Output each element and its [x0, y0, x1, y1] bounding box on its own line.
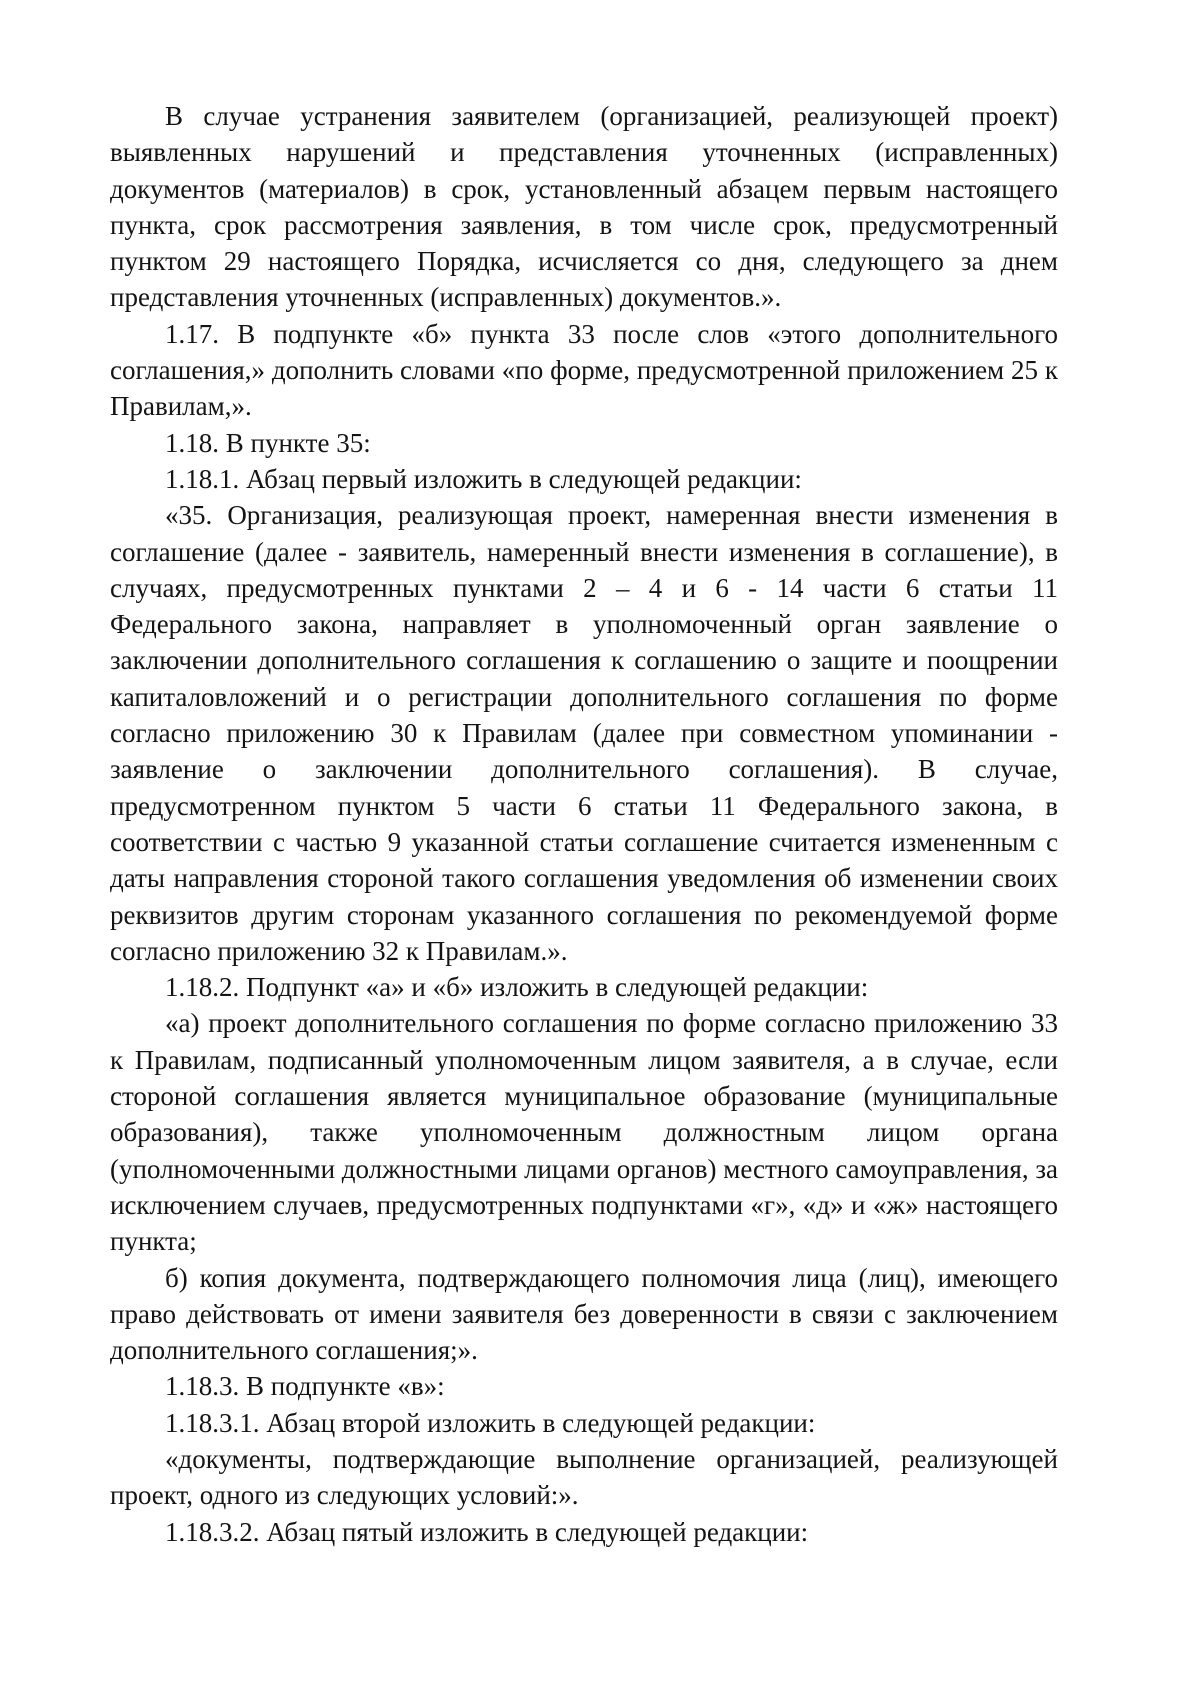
paragraph-subpoint-b: б) копия документа, подтверждающего полномочия лица (лиц), имеющего право действовать от имени заявителя без доверенности в связи с заключением дополнительного соглашения;».	[110, 1262, 1058, 1366]
paragraph-1-18-1: 1.18.1. Абзац первый изложить в следующей редакции:	[165, 463, 802, 494]
paragraph-point-35: «35. Организация, реализующая проект, намеренная внести изменения в соглашение (далее - заявитель, намеренный внести изменения в соглашение), в случаях, предусмотренных пунктами 2 – 4 и 6 - 14 части 6 статьи 11 Федерального закона, направляет в уполномоченный орган заявление о заключении дополнительного соглашения к соглашению о защите и поощрении капиталовложений и о регистрации дополнительного соглашения по форме согласно приложению 30 к Правилам (далее при совместном упоминании - заявление о заключении дополнительного соглашения). В случае, предусмотренном пунктом 5 части 6 статьи 11 Федерального закона, в соответствии с частью 9 указанной статьи соглашение считается измененным с даты направления стороной такого соглашения уведомления об изменении своих реквизитов другим сторонам указанного соглашения по рекомендуемой форме согласно приложению 32 к Правилам.».	[110, 500, 1058, 966]
paragraph-subpoint-a: «а) проект дополнительного соглашения по форме согласно приложению 33 к Правилам, подписанный уполномоченным лицом заявителя, а в случае, если стороной соглашения является муниципальное образование (муниципальные образования), также уполномоченным должностным лицом органа (уполномоченными должностными лицами органов) местного самоуправления, за исключением случаев, предусмотренных подпунктами «г», «д» и «ж» настоящего пункта;	[110, 1008, 1058, 1257]
paragraph-correction-deadline: В случае устранения заявителем (организацией, реализующей проект) выявленных нарушений и представления уточненных (исправленных) документов (материалов) в срок, установленный абзацем первым настоящего пункта, срок рассмотрения заявления, в том числе срок, предусмотренный пунктом 29 настоящего Порядка, исчисляется со дня, следующего за днем представления уточненных (исправленных) документов.».	[110, 101, 1058, 313]
document-page	[110, 98, 1058, 1550]
paragraph-1-18-3-2: 1.18.3.2. Абзац пятый изложить в следующей редакции:	[165, 1516, 809, 1547]
paragraph-documents-confirming: «документы, подтверждающие выполнение организацией, реализующей проект, одного из следующих условий:».	[110, 1443, 1058, 1511]
paragraph-1-17: 1.17. В подпункте «б» пункта 33 после слов «этого дополнительного соглашения,» дополнить словами «по форме, предусмотренной приложением 25 к Правилам,».	[110, 318, 1058, 422]
paragraph-1-18-3-1: 1.18.3.1. Абзац второй изложить в следующей редакции:	[165, 1407, 816, 1438]
paragraph-1-18: 1.18. В пункте 35:	[165, 427, 371, 458]
paragraph-1-18-2: 1.18.2. Подпункт «а» и «б» изложить в следующей редакции:	[165, 972, 869, 1003]
paragraph-1-18-3: 1.18.3. В подпункте «в»:	[165, 1371, 445, 1402]
